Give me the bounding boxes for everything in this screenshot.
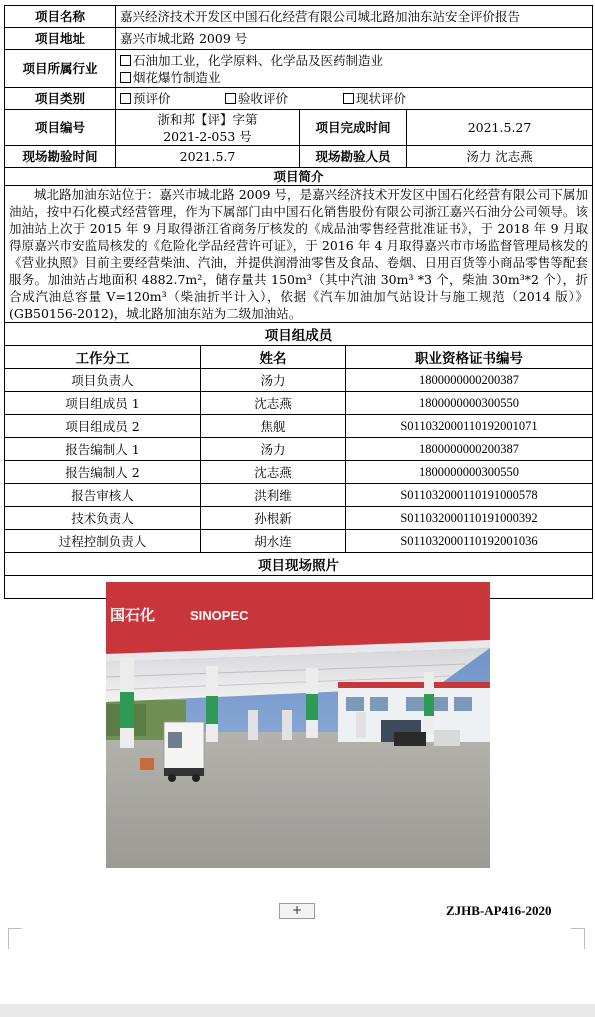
- member-role: 过程控制负责人: [5, 530, 201, 553]
- completion-time-label: 项目完成时间: [300, 110, 407, 146]
- member-cert: 1800000000300550: [346, 392, 593, 415]
- project-name-value: 嘉兴经济技术开发区中国石化经营有限公司城北路加油东站安全评价报告: [116, 6, 593, 28]
- members-title: 项目组成员: [5, 323, 593, 346]
- member-cert: S011032000110192001071: [346, 415, 593, 438]
- intro-title: 项目简介: [5, 168, 593, 186]
- type-checkbox-pre[interactable]: [120, 93, 131, 104]
- document-code: ZJHB-AP416-2020: [446, 903, 552, 918]
- project-number-label: 项目编号: [5, 110, 116, 146]
- survey-people-label: 现场勘验人员: [300, 146, 407, 168]
- members-header-role: 工作分工: [5, 346, 201, 369]
- member-name: 焦舰: [201, 415, 346, 438]
- survey-people-value: 汤力 沈志燕: [407, 146, 593, 168]
- table-row: [5, 392, 593, 415]
- project-address-label: 项目地址: [5, 28, 116, 50]
- industry-option-2: 烟花爆竹制造业: [133, 69, 221, 85]
- member-cert: S011032000110191000392: [346, 507, 593, 530]
- type-option-acceptance: 验收评价: [238, 91, 289, 106]
- photo-cell: [5, 576, 593, 624]
- project-number-line-1: 浙和邦【评】字第: [157, 111, 258, 127]
- survey-time-label: 现场勘验时间: [5, 146, 116, 168]
- member-role: 报告编制人 2: [5, 461, 201, 484]
- project-number-value: [116, 110, 300, 146]
- industry-checkbox-1[interactable]: [120, 55, 131, 66]
- member-role: 报告编制人 1: [5, 438, 201, 461]
- project-number-line-2: 2021-2-053 号: [163, 128, 252, 144]
- survey-time-value: 2021.5.7: [116, 146, 300, 168]
- photo-brand-text: SINOPEC: [190, 608, 249, 623]
- evaluation-form: [4, 5, 592, 624]
- photo-title: 项目现场照片: [5, 553, 593, 576]
- project-industry-options: [116, 50, 593, 88]
- members-header-cert: 职业资格证书编号: [346, 346, 593, 369]
- member-name: 孙根新: [201, 507, 346, 530]
- table-row: [5, 438, 593, 461]
- crop-mark-right: [571, 928, 585, 949]
- project-type-label: 项目类别: [5, 88, 116, 110]
- member-name: 汤力: [201, 438, 346, 461]
- project-address-value: 嘉兴市城北路 2009 号: [116, 28, 593, 50]
- members-table: [4, 322, 593, 624]
- member-name: 汤力: [201, 369, 346, 392]
- member-name: 沈志燕: [201, 461, 346, 484]
- type-checkbox-status[interactable]: [343, 93, 354, 104]
- members-header-name: 姓名: [201, 346, 346, 369]
- table-row: [5, 415, 593, 438]
- member-name: 胡水连: [201, 530, 346, 553]
- table-row: [5, 369, 593, 392]
- photo-sign-text: 国石化: [110, 606, 156, 624]
- member-role: 项目组成员 1: [5, 392, 201, 415]
- member-role: 项目负责人: [5, 369, 201, 392]
- member-cert: 1800000000200387: [346, 369, 593, 392]
- viewer-bottom-bar: [0, 1004, 595, 1017]
- member-role: 报告审核人: [5, 484, 201, 507]
- member-cert: S011032000110192001036: [346, 530, 593, 553]
- expand-button[interactable]: +: [279, 903, 315, 919]
- member-cert: 1800000000300550: [346, 461, 593, 484]
- member-role: 项目组成员 2: [5, 415, 201, 438]
- type-option-status: 现状评价: [356, 91, 407, 106]
- member-role: 技术负责人: [5, 507, 201, 530]
- industry-option-1: 石油加工业，化学原料、化学品及医药制造业: [133, 52, 384, 68]
- member-cert: S011032000110191000578: [346, 484, 593, 507]
- project-info-table: [4, 5, 593, 323]
- table-row: [5, 507, 593, 530]
- gas-station-photo: [106, 582, 490, 868]
- project-type-options: [116, 88, 593, 110]
- industry-checkbox-2[interactable]: [120, 72, 131, 83]
- completion-time-value: 2021.5.27: [407, 110, 593, 146]
- member-cert: 1800000000200387: [346, 438, 593, 461]
- crop-mark-left: [8, 928, 22, 949]
- table-row: [5, 461, 593, 484]
- type-checkbox-acceptance[interactable]: [225, 93, 236, 104]
- type-option-pre: 预评价: [133, 91, 171, 106]
- member-name: 洪利维: [201, 484, 346, 507]
- intro-text: 城北路加油东站位于：嘉兴市城北路 2009 号，是嘉兴经济技术开发区中国石化经营有限公司下属加油站，按中石化模式经营管理，作为下属部门由中国石化销售股份有限公司浙江嘉兴石油分公司领导。该加油站上次于 2015 年 9 月取得浙江省商务厅核发的《成品油零售经营批准证书》，于 2018 年 9 月取得原嘉兴市安监局核发的《危险化学品经营许可证》，于 2016 年 4 月取得嘉兴市市场监督管理局核发的《营业执照》目前主要经营柴油、汽油，并提供润滑油零售及食品、卷烟、日用百货等小商品零售等配套服务。加油站占地面积 4882.7m²，储存量共 150m³（其中汽油 30m³ *3 个，柴油 30m³*2 个），折合成汽油总容量 V=120m³（柴油折半计入），依据《汽车加油加气站设计与施工规范（2014 版）》(GB50156-2012)，城北路加油东站为二级加油站。: [5, 186, 593, 323]
- table-row: [5, 530, 593, 553]
- member-name: 沈志燕: [201, 392, 346, 415]
- project-name-label: 项目名称: [5, 6, 116, 28]
- table-row: [5, 484, 593, 507]
- project-industry-label: 项目所属行业: [5, 50, 116, 88]
